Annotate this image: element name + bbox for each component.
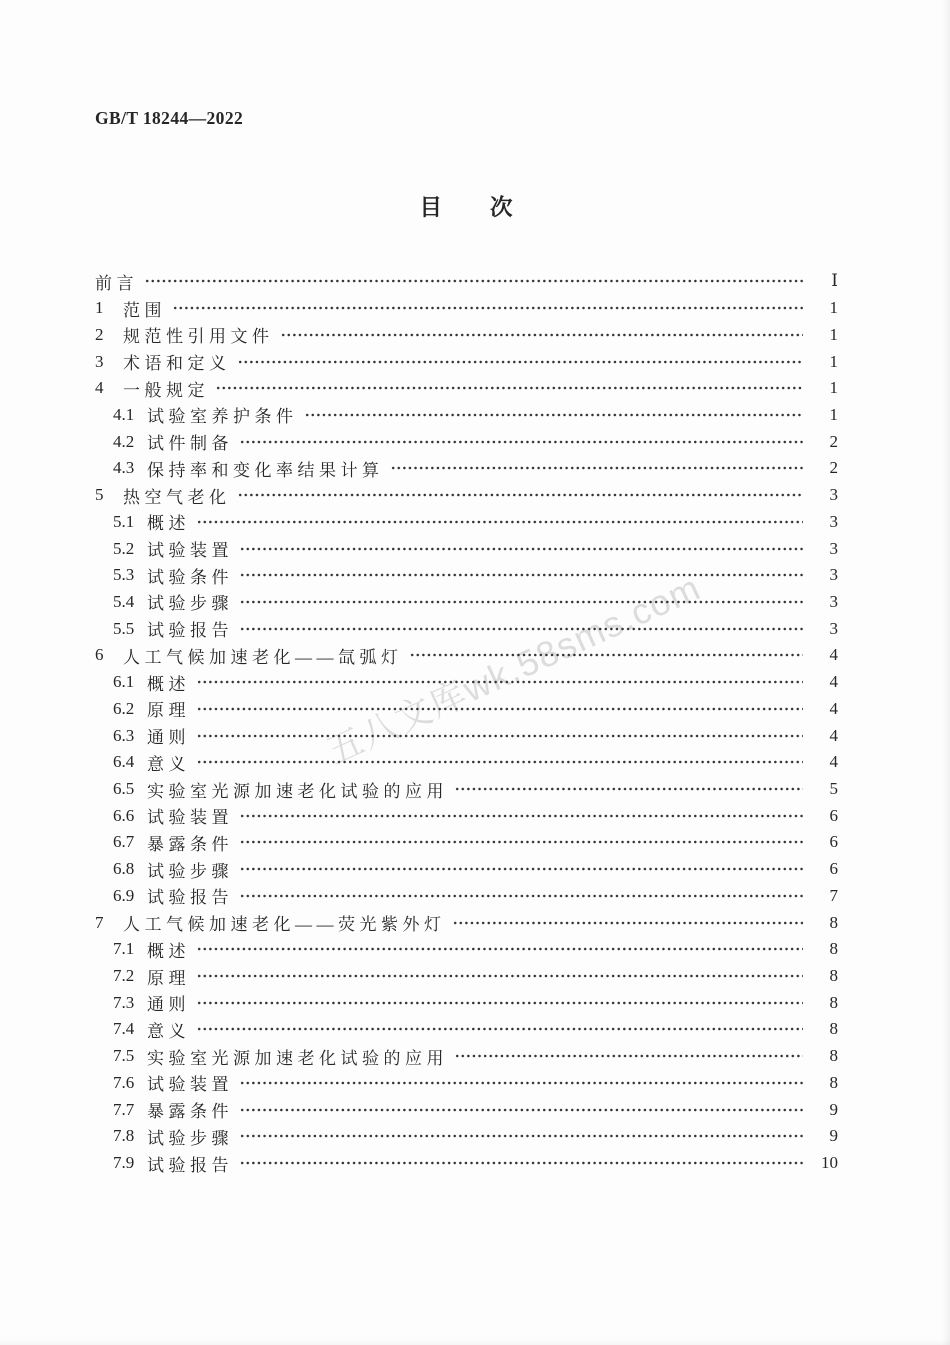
toc-entry-number: 1 [95,298,104,318]
toc-entry-label: 概述 [147,514,190,534]
toc-entry-label: 一般规定 [123,380,209,400]
toc-entry-number: 7.8 [113,1126,135,1146]
dot-leader [197,519,803,525]
toc-entry-label: 人工气候加速老化——氙弧灯 [123,647,403,667]
toc-entry-number: 4.3 [113,458,135,478]
toc-entry-label: 试验报告 [147,1155,233,1175]
toc-entry-number: 5 [95,485,104,505]
toc-entry-page: 1 [829,324,838,344]
toc-entry-number: 7.6 [113,1072,135,1092]
dot-leader [455,786,803,792]
dot-leader [281,332,804,338]
toc-entry-label: 试验步骤 [147,1128,233,1148]
dot-leader [197,679,803,685]
toc-entry-number: 6.9 [113,885,135,905]
toc-entry-label: 术语和定义 [123,354,231,374]
toc-entry [95,829,838,856]
toc-entry [95,696,838,723]
toc-entry [95,1016,838,1043]
toc-entry-number: 7.9 [113,1153,135,1173]
toc-entry-number: 6.7 [113,832,135,852]
toc-entry-page: 3 [829,618,838,638]
toc-entry-number: 7.1 [113,939,135,959]
toc-entry-label: 概述 [147,941,190,961]
toc-entry [95,883,838,910]
toc-entry-page: 2 [829,458,838,478]
toc-entry-page: 3 [829,591,838,611]
dot-leader [240,839,803,845]
dot-leader [240,626,803,632]
toc-entry-page: 9 [829,1126,838,1146]
toc-entry-label: 保持率和变化率结果计算 [147,460,384,480]
toc-entry-number: 7.3 [113,992,135,1012]
toc-entry-number: 7.4 [113,1019,135,1039]
toc-entry-page: 3 [829,565,838,585]
toc-entry-number: 7.7 [113,1099,135,1119]
toc-entry-page: 10 [821,1153,838,1173]
toc-entry-label: 试验条件 [147,567,233,587]
toc-entry [95,722,838,749]
toc-entry-number: 6.4 [113,752,135,772]
toc-entry-page: 4 [829,645,838,665]
toc-entry-label: 试件制备 [147,434,233,454]
toc-entry-page: 8 [829,1046,838,1066]
toc-entry [95,321,838,348]
toc-entry [95,295,838,322]
toc-entry-label: 试验室养护条件 [147,407,298,427]
toc-entry-number: 5.4 [113,591,135,611]
toc-entry-label: 人工气候加速老化——荧光紫外灯 [123,915,446,935]
toc-entry-page: 7 [829,885,838,905]
toc-entry-label: 原理 [147,968,190,988]
dot-leader [197,733,803,739]
toc-entry [95,348,838,375]
dot-leader [240,546,803,552]
toc-entry-label: 试验步骤 [147,594,233,614]
toc-entry-number: 7 [95,912,104,932]
toc-entry-page: 3 [829,485,838,505]
toc-entry-page: 5 [829,779,838,799]
toc-entry [95,402,838,429]
toc-entry-number: 6.3 [113,725,135,745]
toc-entry-number: 5.2 [113,538,135,558]
toc-entry-label: 暴露条件 [147,834,233,854]
toc-entry [95,455,838,482]
toc-entry-label: 试验装置 [147,1075,233,1095]
toc-entry [95,936,838,963]
dot-leader [216,385,803,391]
dot-leader [145,278,803,284]
toc-entry [95,1150,838,1177]
toc-entry-label: 概述 [147,674,190,694]
dot-leader [240,866,803,872]
toc-entry-page: 8 [829,1019,838,1039]
dot-leader [197,759,803,765]
toc-entry-page: 8 [829,939,838,959]
toc-entry-page: 1 [829,378,838,398]
toc-entry-label: 原理 [147,701,190,721]
toc-entry [95,1096,838,1123]
toc-entry-page: 2 [829,431,838,451]
dot-leader [238,492,804,498]
dot-leader [455,1053,803,1059]
toc-entry-label: 试验装置 [147,808,233,828]
dot-leader [240,1107,803,1113]
toc-entry-number: 2 [95,324,104,344]
toc-entry-page: 4 [829,698,838,718]
toc-entry-page: 8 [829,992,838,1012]
dot-leader [240,439,803,445]
toc-entry-number: 7.2 [113,966,135,986]
dot-leader [197,1000,803,1006]
toc-entry [95,428,838,455]
table-of-contents [95,268,838,1176]
toc-entry-page: 1 [829,404,838,424]
toc-entry-label: 试验报告 [147,888,233,908]
toc-entry-number: 6.8 [113,859,135,879]
toc-entry-number: 4.2 [113,431,135,451]
dot-leader [240,599,803,605]
toc-entry-page: 9 [829,1099,838,1119]
toc-entry-number: 5.5 [113,618,135,638]
toc-entry-number: 7.5 [113,1046,135,1066]
toc-entry [95,1123,838,1150]
toc-entry [95,268,838,295]
toc-entry-page: 3 [829,511,838,531]
toc-entry-page: 4 [829,725,838,745]
watermark: 五八文库wk.58sms.com [320,566,707,772]
toc-entry-page: 1 [829,351,838,371]
toc-entry-page: Ⅰ [831,271,838,291]
toc-entry [95,482,838,509]
toc-entry-number: 4 [95,378,104,398]
toc-entry-label: 热空气老化 [123,487,231,507]
toc-entry [95,562,838,589]
toc-entry [95,963,838,990]
toc-entry-number: 6 [95,645,104,665]
toc-entry-label: 试验步骤 [147,861,233,881]
toc-entry [95,989,838,1016]
toc-entry-label: 暴露条件 [147,1102,233,1122]
toc-entry-number: 5.1 [113,511,135,531]
toc-entry-page: 6 [829,805,838,825]
dot-leader [305,412,804,418]
toc-entry [95,615,838,642]
toc-entry-number: 4.1 [113,404,135,424]
toc-entry [95,508,838,535]
dot-leader [240,1160,803,1166]
toc-entry [95,776,838,803]
toc-entry-label: 前言 [95,273,138,293]
toc-entry-page: 1 [829,298,838,318]
toc-entry-label: 规范性引用文件 [123,327,274,347]
toc-entry-page: 8 [829,1072,838,1092]
dot-leader [240,1133,803,1139]
toc-entry-number: 6.6 [113,805,135,825]
dot-leader [240,1080,803,1086]
dot-leader [410,652,804,658]
toc-entry [95,669,838,696]
toc-entry-number: 3 [95,351,104,371]
toc-entry-label: 实验室光源加速老化试验的应用 [147,1048,448,1068]
toc-entry-label: 范围 [123,300,166,320]
toc-entry-number: 6.5 [113,779,135,799]
dot-leader [197,973,803,979]
toc-entry [95,535,838,562]
toc-entry-page: 8 [829,912,838,932]
toc-entry-label: 通则 [147,995,190,1015]
dot-leader [173,305,803,311]
toc-entry [95,802,838,829]
dot-leader [240,572,803,578]
dot-leader [197,1026,803,1032]
toc-entry-number: 5.3 [113,565,135,585]
toc-entry-page: 8 [829,966,838,986]
toc-entry-number: 6.1 [113,672,135,692]
toc-entry-label: 意义 [147,754,190,774]
dot-leader [391,465,804,471]
toc-entry [95,589,838,616]
toc-entry [95,749,838,776]
toc-entry [95,1043,838,1070]
dot-leader [238,359,804,365]
toc-entry-label: 试验装置 [147,541,233,561]
toc-entry-page: 4 [829,752,838,772]
dot-leader [240,813,803,819]
toc-entry-page: 4 [829,672,838,692]
standard-number: GB/T 18244—2022 [95,108,244,128]
toc-entry [95,856,838,883]
toc-entry-label: 试验报告 [147,621,233,641]
toc-entry [95,375,838,402]
toc-entry-label: 意义 [147,1021,190,1041]
toc-entry-page: 3 [829,538,838,558]
dot-leader [240,893,803,899]
toc-entry [95,642,838,669]
toc-entry [95,1070,838,1097]
toc-entry-label: 通则 [147,728,190,748]
toc-entry-label: 实验室光源加速老化试验的应用 [147,781,448,801]
page-title: 目 次 [419,195,514,220]
dot-leader [453,920,804,926]
toc-entry-page: 6 [829,859,838,879]
toc-entry-number: 6.2 [113,698,135,718]
dot-leader [197,946,803,952]
dot-leader [197,706,803,712]
toc-entry [95,909,838,936]
toc-entry-page: 6 [829,832,838,852]
